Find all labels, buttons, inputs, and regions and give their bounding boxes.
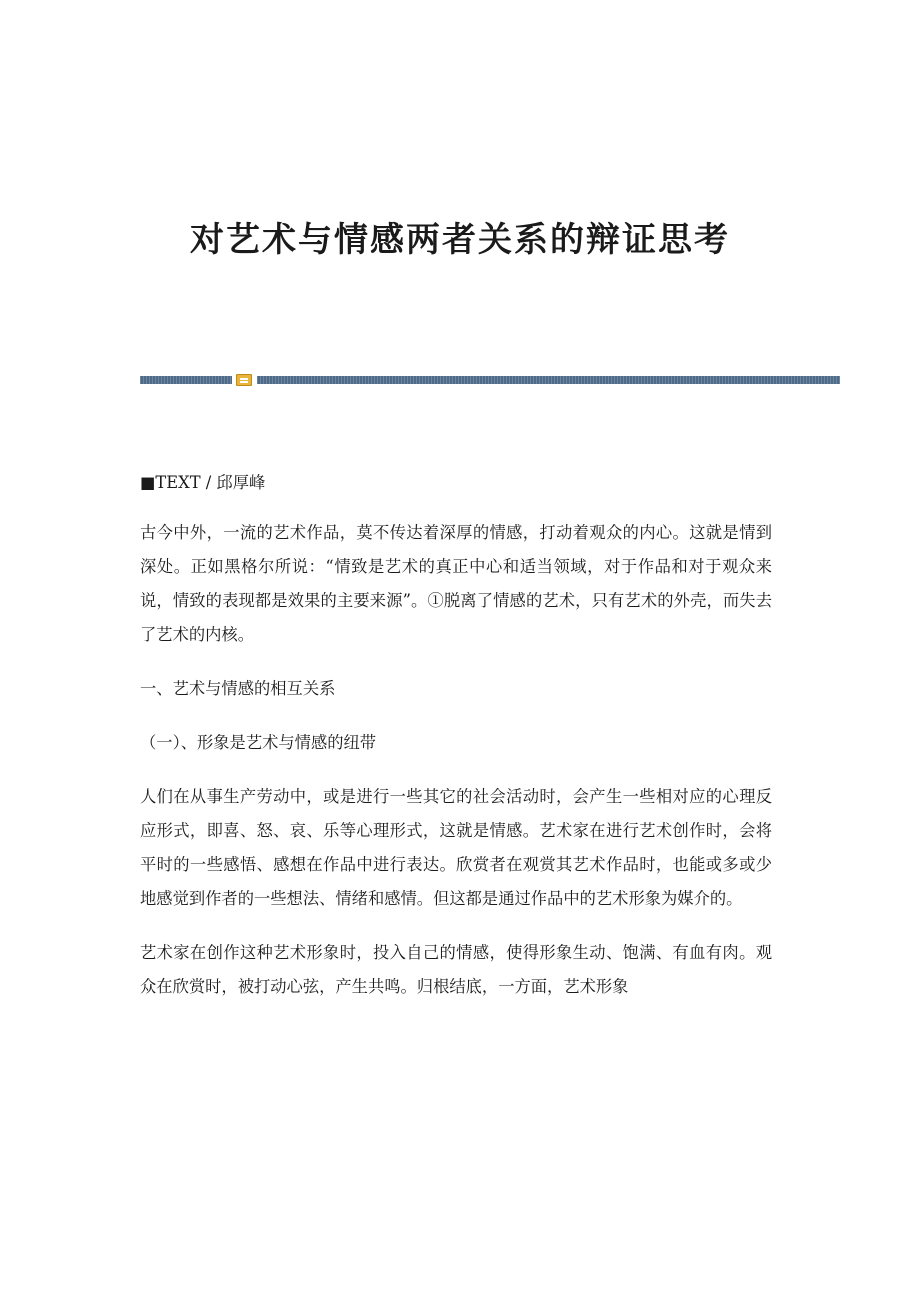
divider-bar-right bbox=[257, 376, 840, 384]
subsection-heading: （一）、形象是艺术与情感的纽带 bbox=[140, 733, 377, 752]
author-byline: ■TEXT / 邱厚峰 bbox=[140, 473, 266, 492]
intro-paragraph: 古今中外，一流的艺术作品，莫不传达着深厚的情感，打动着观众的内心。这就是情到深处。正如黑格尔所说：“情致是艺术的真正中心和适当领域，对于作品和对于观众来说，情致的表现都是效果的主要来源”。①脱离了情感的艺术，只有艺术的外壳，而失去了艺术的内核。 bbox=[140, 523, 772, 644]
document-title: 对艺术与情感两者关系的辩证思考 bbox=[190, 220, 730, 260]
body-paragraph: 艺术家在创作这种艺术形象时，投入自己的情感，使得形象生动、饱满、有血有肉。观众在欣赏时，被打动心弦，产生共鸣。归根结底，一方面，艺术形象 bbox=[140, 943, 772, 996]
envelope-icon bbox=[236, 374, 252, 386]
section-heading: 一、艺术与情感的相互关系 bbox=[140, 679, 336, 698]
article-body bbox=[140, 466, 772, 1024]
body-paragraph: 人们在从事生产劳动中，或是进行一些其它的社会活动时，会产生一些相对应的心理反应形式，即喜、怒、哀、乐等心理形式，这就是情感。艺术家在进行艺术创作时，会将平时的一些感悟、感想在作品中进行表达。欣赏者在观赏其艺术作品时，也能或多或少地感觉到作者的一些想法、情绪和感情。但这都是通过作品中的艺术形象为媒介的。 bbox=[140, 787, 772, 908]
divider-bar-left bbox=[140, 376, 232, 384]
title-divider bbox=[140, 374, 840, 386]
